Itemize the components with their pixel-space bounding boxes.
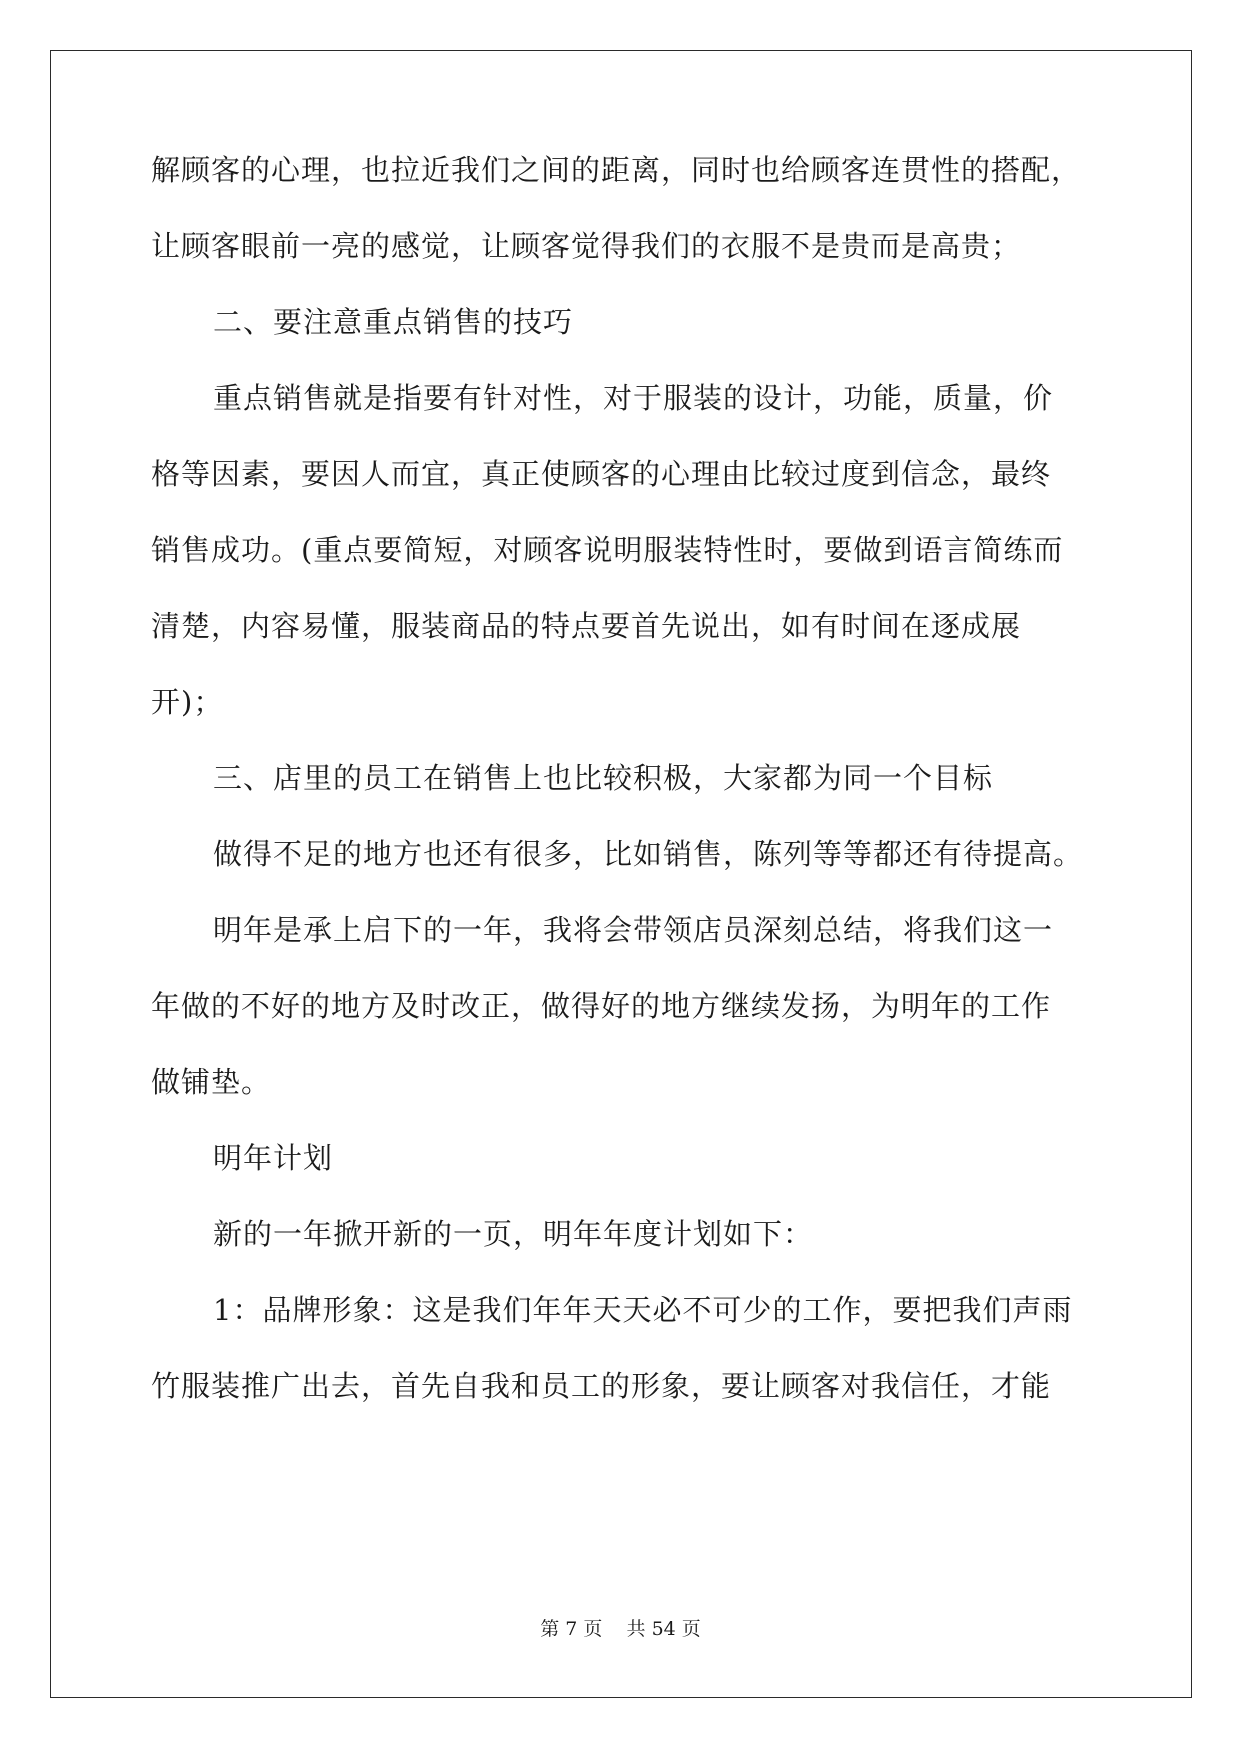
text-line: 重点销售就是指要有针对性，对于服装的设计，功能，质量，价 — [213, 381, 1054, 415]
text-line: 1：品牌形象：这是我们年年天天必不可少的工作，要把我们声雨 — [213, 1293, 1073, 1327]
text-line: 让顾客眼前一亮的感觉，让顾客觉得我们的衣服不是贵而是高贵； — [151, 229, 1022, 263]
text-line: 做得不足的地方也还有很多，比如销售，陈列等等都还有待提高。 — [213, 837, 1084, 871]
text-line: 格等因素，要因人而宜，真正使顾客的心理由比较过度到信念，最终 — [151, 457, 1052, 491]
text-line: 竹服装推广出去，首先自我和员工的形象，要让顾客对我信任，才能 — [151, 1369, 1052, 1403]
page-number: 第 7 页 共 54 页 — [540, 1618, 701, 1640]
section-heading: 二、要注意重点销售的技巧 — [213, 305, 574, 339]
text-line: 明年是承上启下的一年，我将会带领店员深刻总结，将我们这一 — [213, 913, 1054, 947]
text-line: 销售成功。(重点要简短，对顾客说明服装特性时，要做到语言简练而 — [151, 533, 1064, 567]
text-line: 开)； — [151, 685, 224, 719]
text-line: 清楚，内容易懂，服装商品的特点要首先说出，如有时间在逐成展 — [151, 609, 1022, 643]
page-border — [50, 50, 1192, 1698]
section-heading: 三、店里的员工在销售上也比较积极，大家都为同一个目标 — [213, 761, 994, 795]
text-line: 做铺垫。 — [151, 1065, 272, 1099]
section-heading: 明年计划 — [213, 1141, 334, 1175]
text-line: 年做的不好的地方及时改正，做得好的地方继续发扬，为明年的工作 — [151, 989, 1052, 1023]
text-line: 解顾客的心理，也拉近我们之间的距离，同时也给顾客连贯性的搭配， — [151, 153, 1082, 187]
text-line: 新的一年掀开新的一页，明年年度计划如下： — [213, 1217, 814, 1251]
